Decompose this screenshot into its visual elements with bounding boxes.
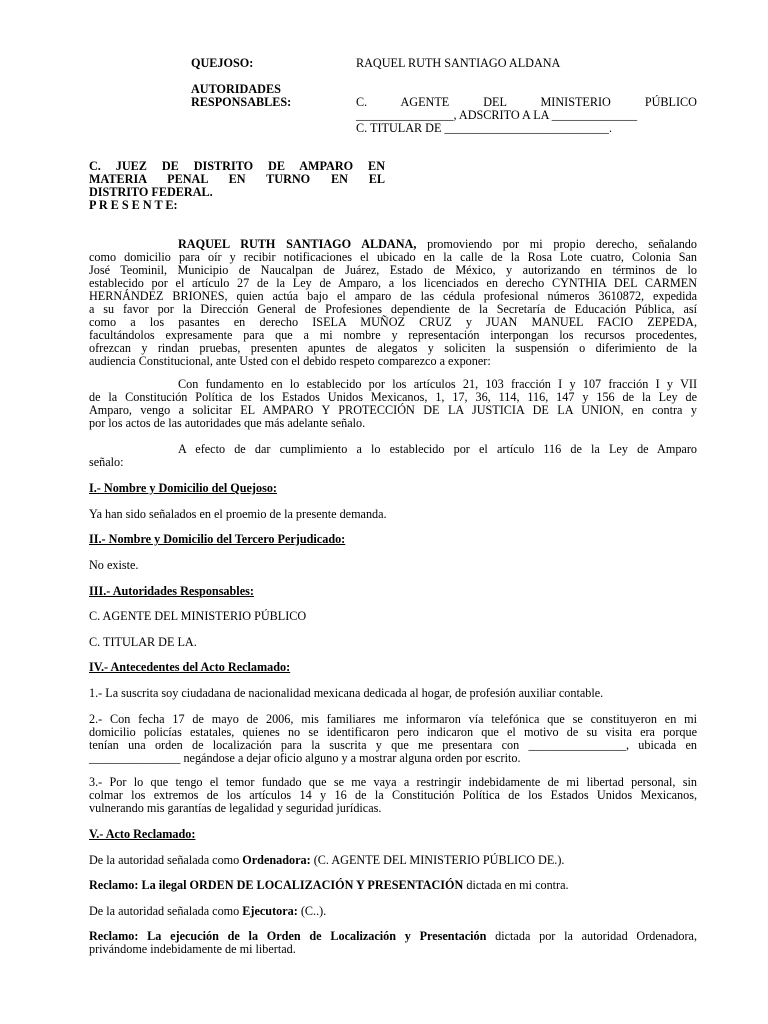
fundamento-line: de la Constitución Política de los Estados Unidos Mexicanos, 1, 17, 36, 114, 116, 147 y 156 de la Ley de bbox=[89, 390, 697, 404]
intro-first-rest: promoviendo por mi propio derecho, señalando bbox=[416, 237, 697, 251]
section-2-title: II.- Nombre y Domicilio del Tercero Perjudicado: bbox=[89, 532, 346, 546]
intro-line: como a los pasantes en derecho ISELA MUÑOZ CRUZ y JUAN MANUEL FACIO ZEPEDA, bbox=[89, 315, 697, 329]
quejoso-label: QUEJOSO: bbox=[191, 56, 254, 70]
acto-ordenadora-post: (C. AGENTE DEL MINISTERIO PÚBLICO DE.). bbox=[310, 853, 565, 867]
addressee-line-1: C. JUEZ DE DISTRITO DE AMPARO EN bbox=[89, 159, 385, 173]
cumplimiento-paragraph bbox=[89, 443, 697, 469]
fundamento-line: por los actos de las autoridades que más adelante señalo. bbox=[89, 416, 366, 430]
quejoso-value: RAQUEL RUTH SANTIAGO ALDANA bbox=[356, 56, 561, 70]
reclamo-ejecucion-bold: Reclamo: La ejecución de la Orden de Localización y Presentación bbox=[89, 929, 487, 943]
autoridad-line-2: ________________, ADSCRITO A LA ______________ bbox=[356, 108, 638, 122]
addressee-block bbox=[89, 160, 385, 212]
section-4-p3-line: 3.- Por lo que tengo el temor fundado que se me vaya a restringir indebidamente de mi libertad personal, sin bbox=[89, 775, 697, 789]
section-4-p3-line: colmar los extremos de los artículos 14 y 16 de la Constitución Política de los Estados Unidos Mexicanos, bbox=[89, 788, 697, 802]
cumplimiento-line: señalo: bbox=[89, 455, 124, 469]
acto-ordenadora-line bbox=[89, 854, 564, 867]
autoridades-label bbox=[191, 83, 291, 109]
section-3-title: III.- Autoridades Responsables: bbox=[89, 584, 254, 598]
section-4-paragraph-3 bbox=[89, 776, 697, 815]
section-4-p2-line: _______________ negándose a dejar oficio alguno y a mostrar alguna orden por escrito. bbox=[89, 751, 521, 765]
reclamo-ejecucion-line-2: privándome indebidamente de mi libertad. bbox=[89, 942, 296, 956]
reclamo-orden-post: dictada en mi contra. bbox=[463, 878, 569, 892]
section-4-p2-line: tenían una orden de localización para la suscrita y que me presentara con ________________, ubicada en bbox=[89, 738, 697, 752]
section-1-title: I.- Nombre y Domicilio del Quejoso: bbox=[89, 481, 277, 495]
section-3-item-2: C. TITULAR DE LA. bbox=[89, 635, 197, 649]
acto-ordenadora-pre: De la autoridad señalada como bbox=[89, 853, 243, 867]
acto-ejecutora-bold: Ejecutora: bbox=[242, 904, 298, 918]
autoridades-label-line-2: RESPONSABLES: bbox=[191, 95, 292, 109]
acto-ordenadora-bold: Ordenadora: bbox=[242, 853, 311, 867]
fundamento-paragraph bbox=[89, 378, 697, 430]
intro-line: audiencia Constitucional, ante Usted con el debido respeto comparezco a exponer: bbox=[89, 354, 491, 368]
fundamento-line: Con fundamento en lo establecido por los artículos 21, 103 fracción I y 107 fracción I y VII bbox=[178, 377, 697, 391]
intro-line: facultándolos expresamente para que a mi nombre y representación interpongan los recursos procedentes, bbox=[89, 328, 697, 342]
autoridades-label-line-1: AUTORIDADES bbox=[191, 82, 281, 96]
section-4-p2-line: domicilio policías estatales, quienes no se identificaron pero indicaron que el motivo de su visita era porque bbox=[89, 725, 697, 739]
acto-ejecutora-line bbox=[89, 905, 326, 918]
acto-ejecutora-pre: De la autoridad señalada como bbox=[89, 904, 243, 918]
reclamo-orden-line bbox=[89, 879, 569, 892]
intro-line: como domicilio para oír y recibir notificaciones el ubicado en la calle de la Rosa Lote cuatro, Colonia San bbox=[89, 250, 697, 264]
addressee-line-2: MATERIA PENAL EN TURNO EN EL bbox=[89, 172, 385, 186]
section-3-item-1: C. AGENTE DEL MINISTERIO PÚBLICO bbox=[89, 609, 307, 623]
reclamo-ejecucion-paragraph bbox=[89, 930, 697, 956]
cumplimiento-line: A efecto de dar cumplimiento a lo establecido por el artículo 116 de la Ley de Amparo bbox=[178, 442, 697, 456]
intro-line: establecido por el artículo 27 de la Ley de Amparo, a los licenciados en derecho CYNTHIA DEL CARMEN bbox=[89, 276, 697, 290]
autoridades-list bbox=[356, 96, 697, 135]
section-4-p2-line: 2.- Con fecha 17 de mayo de 2006, mis familiares me informaron vía telefónica que se constituyeron en mi bbox=[89, 712, 697, 726]
promovente-name: RAQUEL RUTH SANTIAGO ALDANA, bbox=[178, 237, 417, 251]
autoridad-line-1: C. AGENTE DEL MINISTERIO PÚBLICO bbox=[356, 95, 697, 109]
acto-ejecutora-post: (C..). bbox=[297, 904, 327, 918]
fundamento-line: Amparo, vengo a solicitar EL AMPARO Y PROTECCIÓN DE LA JUSTICIA DE LA UNION, en contra y bbox=[89, 403, 697, 417]
intro-line: ofrezcan y rindan pruebas, presenten apuntes de alegatos y soliciten la suspensión o diferimiento de la bbox=[89, 341, 697, 355]
reclamo-ejecucion-post: dictada por la autoridad Ordenadora, bbox=[486, 929, 697, 943]
intro-line: José Teominil, Municipio de Naucalpan de Juárez, Estado de México, y autorizando en términos de lo bbox=[89, 263, 697, 277]
section-4-paragraph-1: 1.- La suscrita soy ciudadana de nacionalidad mexicana dedicada al hogar, de profesión auxiliar contable. bbox=[89, 686, 604, 700]
section-4-title: IV.- Antecedentes del Acto Reclamado: bbox=[89, 660, 291, 674]
reclamo-orden-bold: Reclamo: La ilegal ORDEN DE LOCALIZACIÓN Y PRESENTACIÓN bbox=[89, 878, 464, 892]
addressee-line-4: P R E S E N T E: bbox=[89, 198, 178, 212]
section-4-paragraph-2 bbox=[89, 713, 697, 765]
section-1-text: Ya han sido señalados en el proemio de la presente demanda. bbox=[89, 507, 387, 521]
intro-paragraph bbox=[89, 238, 697, 368]
autoridad-line-3: C. TITULAR DE ___________________________. bbox=[356, 121, 613, 135]
addressee-line-3: DISTRITO FEDERAL. bbox=[89, 185, 213, 199]
section-5-title: V.- Acto Reclamado: bbox=[89, 827, 196, 841]
section-2-text: No existe. bbox=[89, 558, 139, 572]
intro-line: HERNÁNDEZ BRIONES, quien actúa bajo el amparo de las cédula profesional números 3610872, expedida bbox=[89, 289, 697, 303]
intro-line: a su favor por la Dirección General de Profesiones dependiente de la Secretaría de Educación Pública, así bbox=[89, 302, 697, 316]
section-4-p3-line: vulnerando mis garantías de legalidad y seguridad jurídicas. bbox=[89, 801, 382, 815]
